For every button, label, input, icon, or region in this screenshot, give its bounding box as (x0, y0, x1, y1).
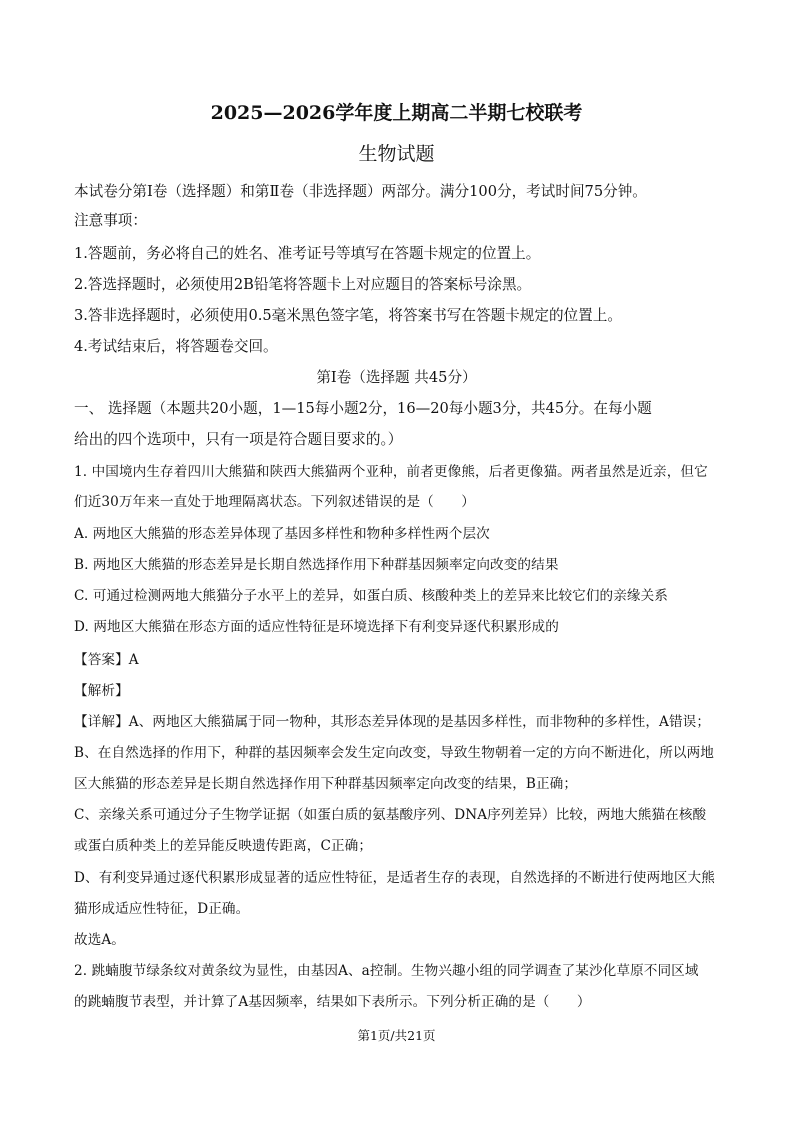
detail-line: B、在自然选择的作用下，种群的基因频率会发生定向改变，导致生物朝着一定的方向不断进化，所以两地 (74, 745, 714, 761)
question-option: D. 两地区大熊猫在形态方面的适应性特征是环境选择下有利变异逐代积累形成的 (74, 619, 559, 635)
section-instructions: 一、 选择题（本题共20小题，1—15每小题2分，16—20每小题3分，共45分。在每小题 (74, 400, 652, 417)
question-option: C. 可通过检测两地大熊猫分子水平上的差异，如蛋白质、核酸种类上的差异来比较它们的亲缘关系 (74, 588, 668, 604)
question-stem: 的跳蝻腹节表型，并计算了A基因频率，结果如下表所示。下列分析正确的是（ ） (74, 994, 591, 1010)
detail-line: 区大熊猫的形态差异是长期自然选择作用下种群基因频率定向改变的结果，B正确； (74, 776, 578, 792)
subject-title: 生物试题 (358, 143, 435, 165)
analysis-label: 【解析】 (74, 683, 129, 699)
detail-line: 猫形成适应性特征，D正确。 (74, 901, 250, 917)
detail-line: C、亲缘关系可通过分子生物学证据（如蛋白质的氨基酸序列、DNA序列差异）比较，两地大熊猫在核酸 (74, 807, 707, 823)
question-stem: 2. 跳蝻腹节绿条纹对黄条纹为显性，由基因A、a控制。生物兴趣小组的同学调查了某沙化草原不同区域 (74, 963, 699, 979)
notice-item: 2.答选择题时，必须使用2B铅笔将答题卡上对应题目的答案标号涂黑。 (74, 276, 532, 293)
detail-line: 【详解】A、两地区大熊猫属于同一物种，其形态差异体现的是基因多样性，而非物种的多样性，A错误； (74, 714, 711, 730)
detail-line: 故选A。 (74, 932, 125, 948)
question-option: A. 两地区大熊猫的形态差异体现了基因多样性和物种多样性两个层次 (74, 526, 490, 542)
notice-heading: 注意事项： (74, 212, 147, 229)
question-stem: 1. 中国境内生存着四川大熊猫和陕西大熊猫两个亚种，前者更像熊，后者更像猫。两者虽然是近亲，但它 (74, 464, 708, 480)
notice-item: 4.考试结束后，将答题卷交回。 (74, 338, 278, 355)
question-option: B. 两地区大熊猫的形态差异是长期自然选择作用下种群基因频率定向改变的结果 (74, 557, 559, 573)
detail-line: D、有利变异通过逐代积累形成显著的适应性特征，是适者生存的表现，自然选择的不断进行使两地区大熊 (74, 870, 715, 886)
page-title: 2025—2026学年度上期高二半期七校联考 (210, 102, 583, 124)
answer-label: 【答案】A (74, 652, 139, 668)
notice-item: 1.答题前，务必将自己的姓名、准考证号等填写在答题卡规定的位置上。 (74, 245, 541, 262)
question-stem: 们近30万年来一直处于地理隔离状态。下列叙述错误的是（ ） (74, 494, 475, 510)
section-heading: 第Ⅰ卷（选择题 共45分） (316, 369, 477, 386)
exam-description: 本试卷分第Ⅰ卷（选择题）和第Ⅱ卷（非选择题）两部分。满分100分，考试时间75分钟。 (74, 183, 647, 200)
section-instructions: 给出的四个选项中，只有一项是符合题目要求的。） (74, 431, 403, 448)
notice-item: 3.答非选择题时，必须使用0.5毫米黑色签字笔，将答案书写在答题卡规定的位置上。 (74, 307, 622, 324)
page-footer: 第1页/共21页 (357, 1028, 436, 1043)
detail-line: 或蛋白质种类上的差异能反映遗传距离，C正确； (74, 838, 373, 854)
